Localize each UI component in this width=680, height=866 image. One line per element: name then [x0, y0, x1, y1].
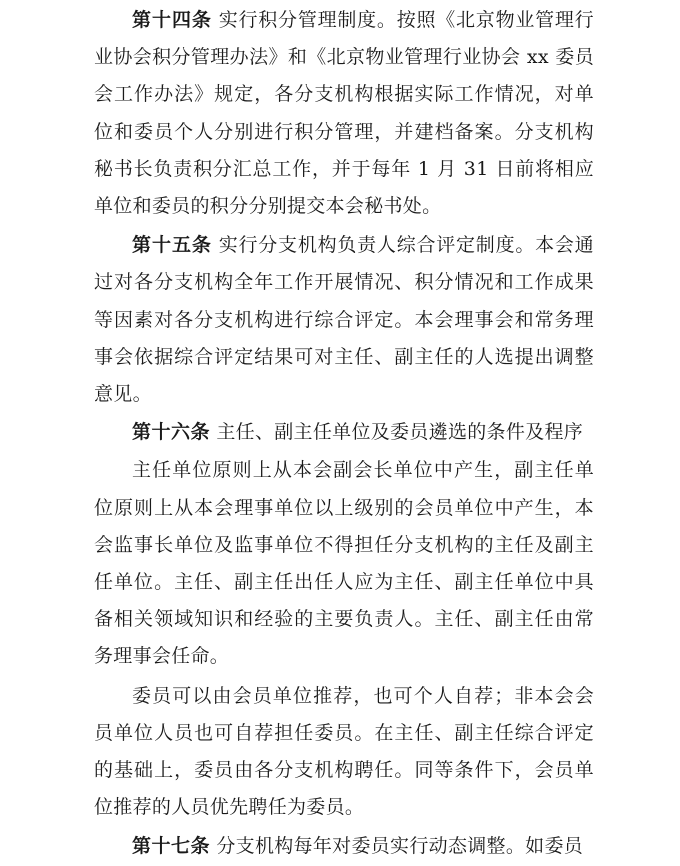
article-16-text-1: 主任单位原则上从本会副会长单位中产生，副主任单位原则上从本会理事单位以上级别的会员单位中产生，本会监事长单位及监事单位不得担任分支机构的主任及副主任单位。主任、副主任出任人应为主任、副主任单位中具备相关领域知识和经验的主要负责人。主任、副主任由常务理事会任命。 [94, 459, 594, 668]
article-17-paragraph [94, 828, 594, 865]
article-16-text-2: 委员可以由会员单位推荐，也可个人自荐；非本会会员单位人员也可自荐担任委员。在主任、副主任综合评定的基础上，委员由各分支机构聘任。同等条件下，会员单位推荐的人员优先聘任为委员。 [94, 684, 594, 819]
document-page [94, 0, 594, 866]
article-15-text: 实行分支机构负责人综合评定制度。本会通过对各分支机构全年工作开展情况、积分情况和工作成果等因素对各分支机构进行综合评定。本会理事会和常务理事会依据综合评定结果可对主任、副主任的人选提出调整意见。 [94, 234, 594, 406]
article-14-label: 第十四条 [132, 9, 212, 31]
article-16-heading [94, 414, 594, 451]
article-16-label: 第十六条 [132, 421, 211, 444]
article-14-paragraph [94, 2, 594, 225]
article-14-text: 实行积分管理制度。按照《北京物业管理行业协会积分管理办法》和《北京物业管理行业协会 xx 委员会工作办法》规定，各分支机构根据实际工作情况，对单位和委员个人分别进行积分管理，并建档备案。分支机构秘书长负责积分汇总工作，并于每年 1 月 31 日前将相应单位和委员的积分分别提交本会秘书处。 [94, 9, 594, 218]
article-16-title: 主任、副主任单位及委员遴选的条件及程序 [210, 421, 584, 444]
article-16-paragraph-2 [94, 678, 594, 827]
article-17-label: 第十七条 [132, 835, 211, 858]
article-17-text: 分支机构每年对委员实行动态调整。如委员 [210, 835, 584, 858]
article-15-label: 第十五条 [132, 234, 212, 257]
article-16-paragraph-1 [94, 452, 594, 675]
article-15-paragraph [94, 227, 594, 413]
